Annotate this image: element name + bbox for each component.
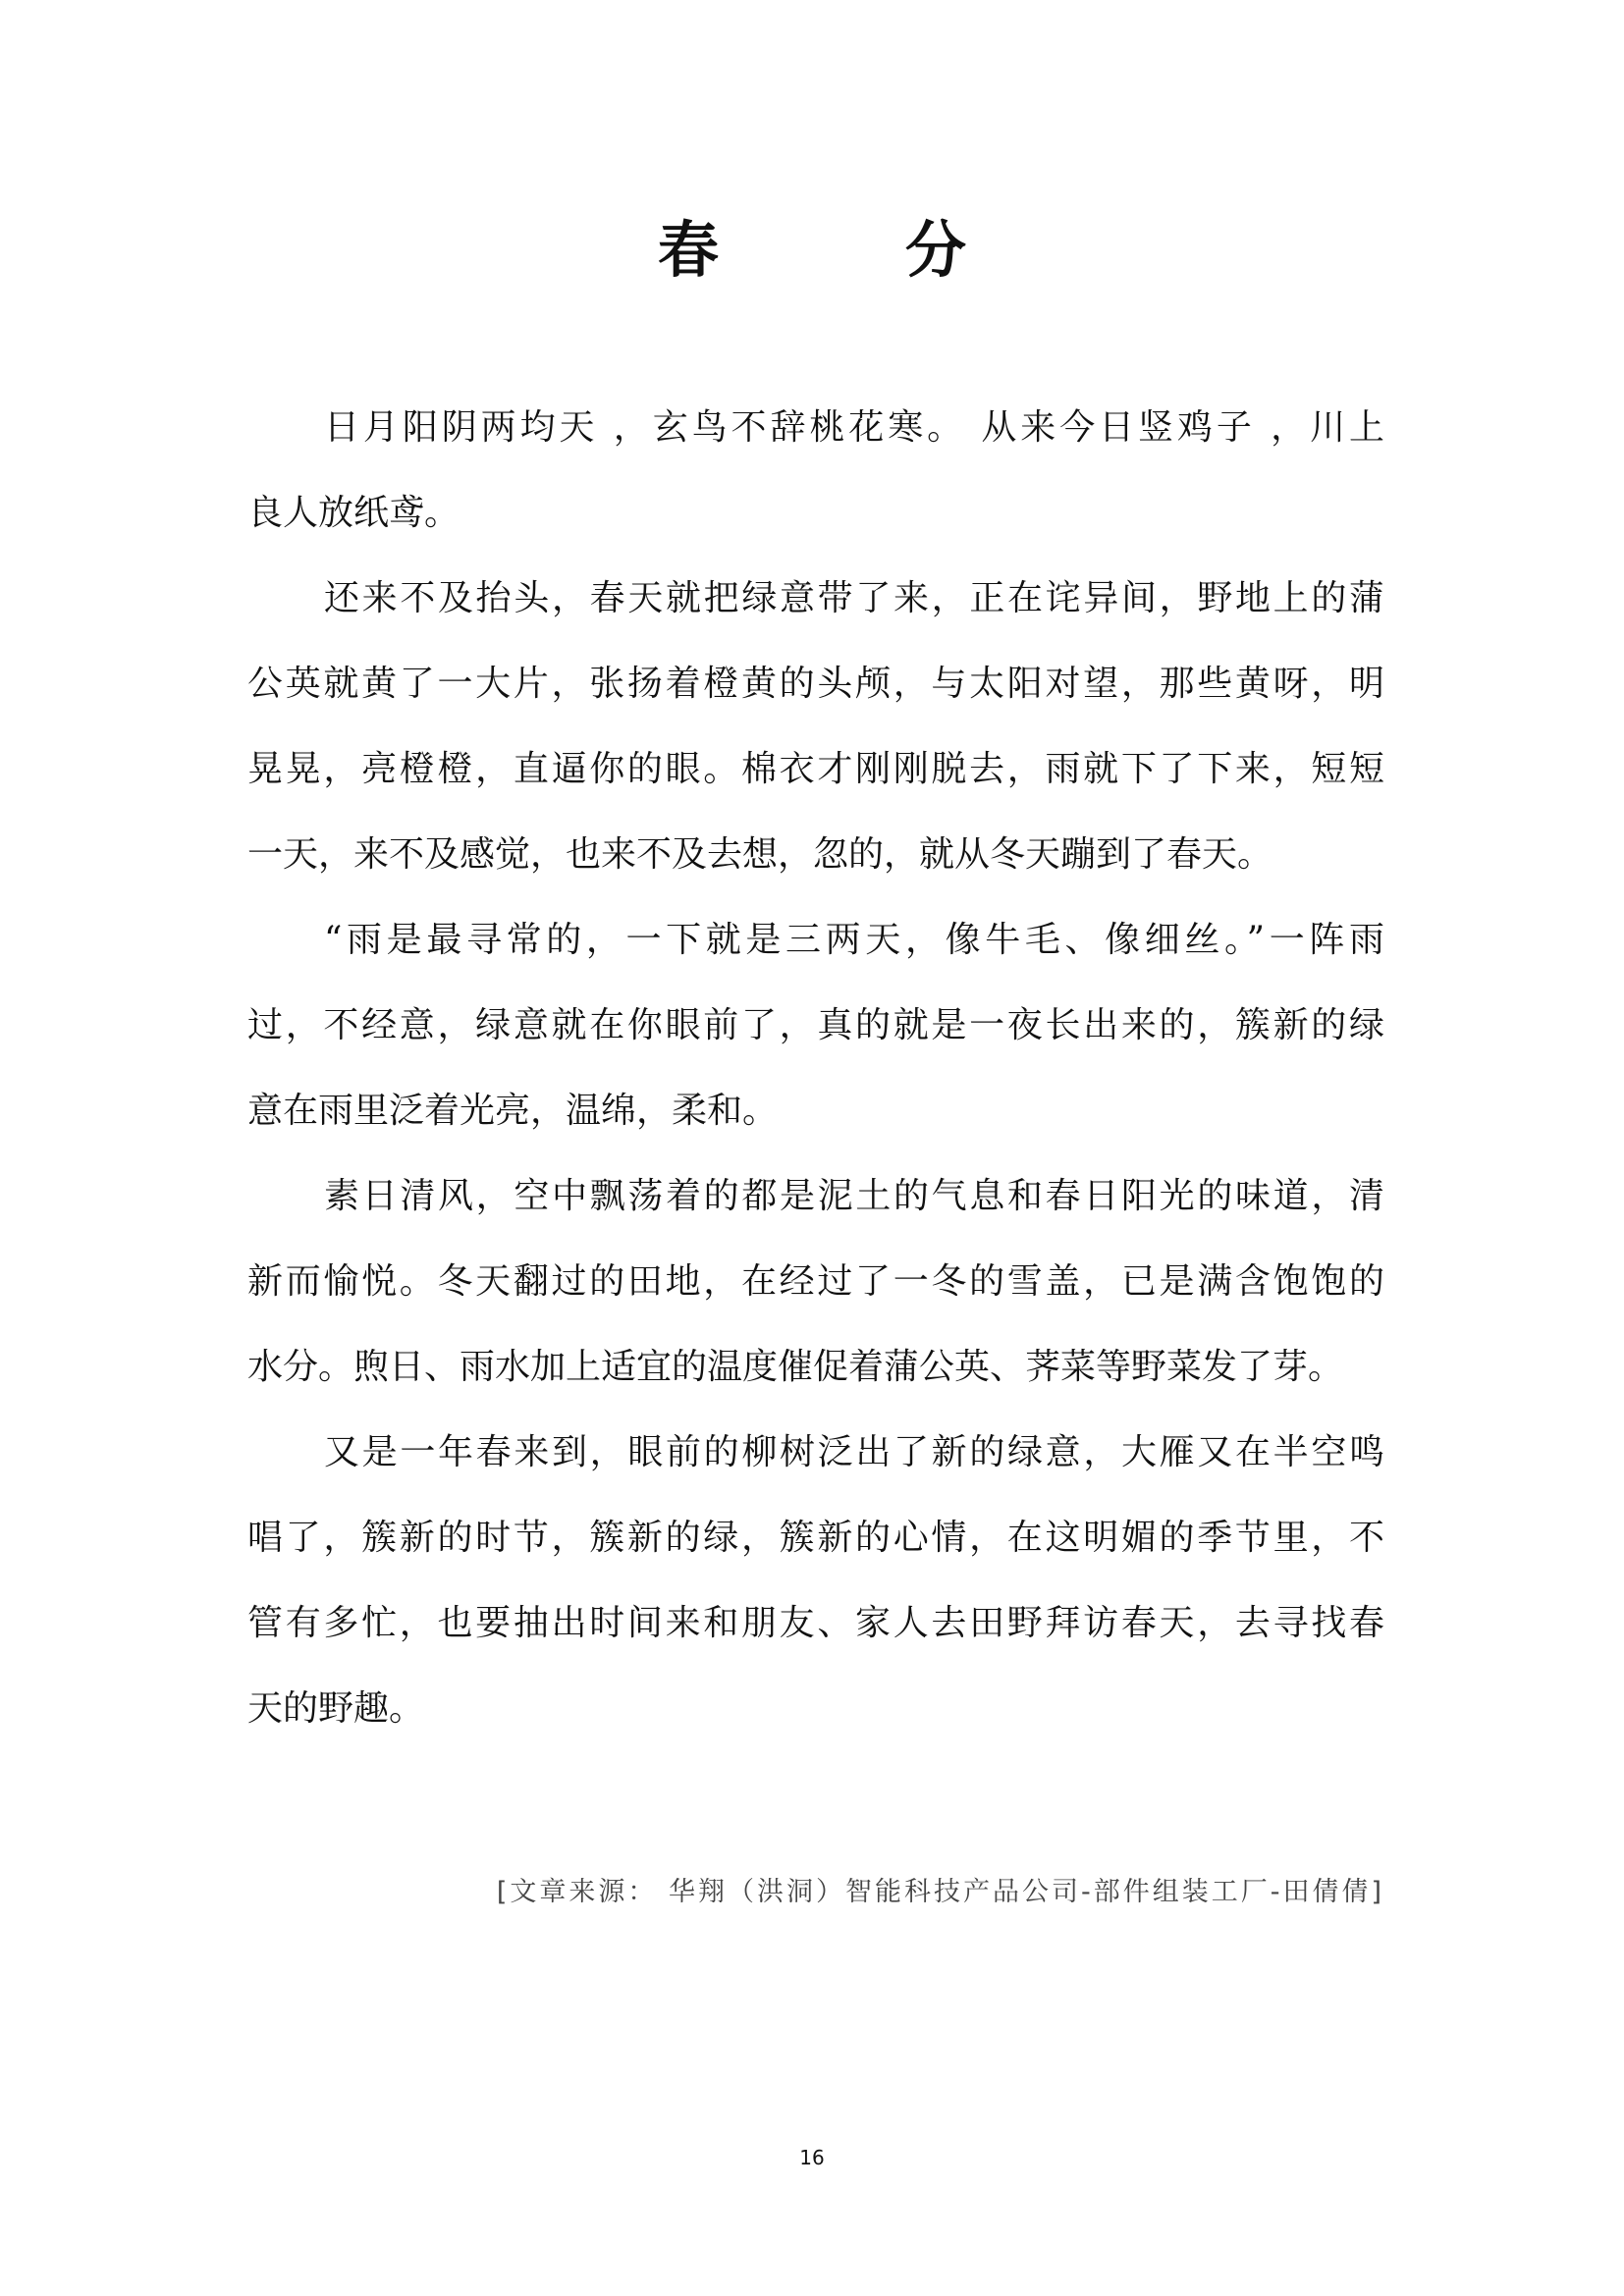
- paragraph: [247, 1153, 1384, 1410]
- paragraph-line: 意在雨里泛着光亮，温绵，柔和。: [247, 1091, 779, 1131]
- page-title: [0, 201, 1624, 289]
- paragraph-line: 还来不及抬头，春天就把绿意带了来，正在诧异间，野地上的蒲: [324, 578, 1384, 618]
- page-number: 16: [799, 2146, 825, 2169]
- article-body: [247, 385, 1384, 1751]
- paragraph: [247, 556, 1384, 897]
- paragraph-line: 日月阳阴两均天 ，玄鸟不辞桃花寒。 从来今日竖鸡子 ，川上: [324, 407, 1384, 448]
- paragraph-line: 管有多忙，也要抽出时间来和朋友、家人去田野拜访春天，去寻找春: [247, 1603, 1384, 1643]
- title-char: 分: [905, 214, 967, 286]
- paragraph-line: 公英就黄了一大片，张扬着橙黄的头颅，与太阳对望，那些黄呀，明: [247, 664, 1384, 704]
- paragraph-line: 水分。煦日、雨水加上适宜的温度催促着蒲公英、荠菜等野菜发了芽。: [247, 1347, 1344, 1387]
- paragraph: [247, 1410, 1384, 1751]
- paragraph-line: 素日清风，空中飘荡着的都是泥土的气息和春日阳光的味道，清: [324, 1176, 1384, 1216]
- paragraph-line: 唱了，簇新的时节，簇新的绿，簇新的心情，在这明媚的季节里，不: [247, 1518, 1384, 1558]
- paragraph-line: “雨是最寻常的，一下就是三两天，像牛毛、像细丝。”一阵雨: [324, 920, 1384, 960]
- paragraph-line: 新而愉悦。冬天翻过的田地，在经过了一冬的雪盖，已是满含饱饱的: [247, 1261, 1384, 1302]
- title-char: 春: [657, 214, 719, 286]
- paragraph-line: 又是一年春来到，眼前的柳树泛出了新的绿意，大雁又在半空鸣: [324, 1432, 1384, 1472]
- paragraph: [247, 897, 1384, 1153]
- article-source: [文章来源： 华翔（洪洞）智能科技产品公司-部件组装工厂-田倩倩]: [496, 1877, 1384, 1907]
- paragraph-line: 天的野趣。: [247, 1688, 425, 1729]
- paragraph-line: 过，不经意，绿意就在你眼前了，真的就是一夜长出来的，簇新的绿: [247, 1005, 1384, 1045]
- paragraph-line: 晃晃，亮橙橙，直逼你的眼。棉衣才刚刚脱去，雨就下了下来，短短: [247, 749, 1384, 789]
- paragraph-line: 一天，来不及感觉，也来不及去想，忽的，就从冬天蹦到了春天。: [247, 834, 1273, 875]
- paragraph-line: 良人放纸鸢。: [247, 493, 460, 533]
- paragraph: [247, 385, 1384, 556]
